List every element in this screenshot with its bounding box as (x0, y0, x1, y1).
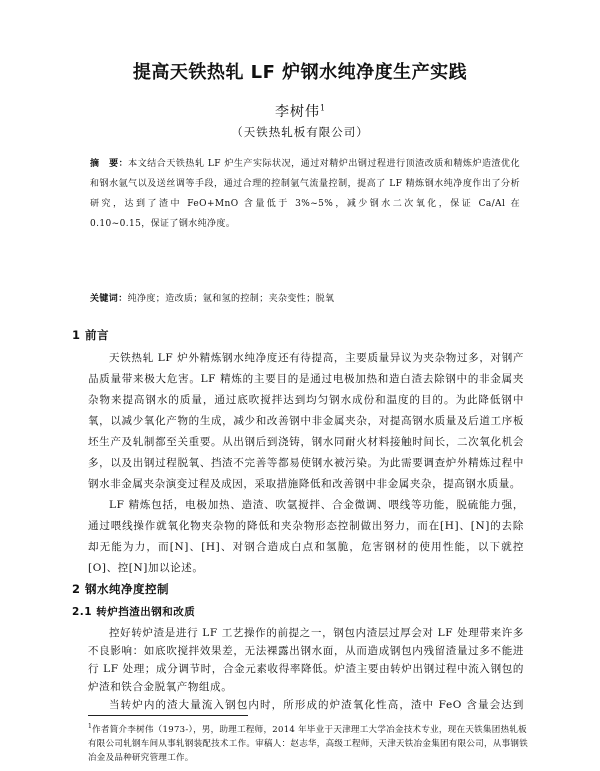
footnote-text: 作者简介李树伟（1973-），男，助理工程师，2014 年毕业于天津理工大学冶金技术专业，现在天铁集团热轧板有限公司轧钢车间从事轧钢装配技术工作。审稿人：赵志华，高级工程师，天津天铁冶金集团有限公司，从事钢铁冶金及品种研究管理工作。 (88, 724, 529, 763)
abstract-text: 本文结合天铁热轧 LF 炉生产实际状况，通过对精炉出钢过程进行顶渣改质和精炼炉造渣优化和钢水氩气以及送丝调等手段，通过合理的控制氩气流量控制，提高了 LF 精炼钢水纯净度作出了分析研究，达到了渣中 FeO+MnO 含量低于 3%~5%，减少钢水二次氧化，保证 Ca/Al 在 0.10~0.15，保证了钢水纯净度。 (90, 159, 520, 229)
subsection-heading-slag: 2.1 转炉挡渣出钢和改质 (72, 606, 196, 618)
intro-paragraph-1: 天铁热轧 LF 炉外精炼钢水纯净度还有待提高，主要质量异议为夹杂物过多，对钢产品质量带来极大危害。LF 精炼的主要目的是通过电极加热和造白渣去除钢中的非金属夹杂物来提高钢水的质量，通过底吹搅拌达到均匀钢水成份和温度的目的。为此降低钢中氧，以减少氧化产物的生成，减少和改善钢中非金属夹杂，对提高钢水质量及后道工序板坯生产及轧制都至关重要。从出钢后到浇铸，钢水同耐火材料接触时间长，二次氧化机会多，以及出钢过程脱氧、挡渣不完善等都易使钢水被污染。为此需要调查炉外精炼过程中钢水非金属夹杂演变过程及成因，采取措施降低和改善钢中非金属夹杂，提高钢水质量。 (88, 352, 524, 490)
intro-paragraph-2: LF 精炼包括，电极加热、造渣、吹氩搅拌、合金微调、喂线等功能，脱硫能力强，通过喂线操作就氧化物夹杂物的降低和夹杂物形态控制做出努力，而在[H]、[N]的去除却无能为力，而[N]、[H]、对钢合造成白点和氢脆，危害钢材的使用性能，以下就控[O]、控[N]加以论述。 (88, 499, 524, 574)
footnote (88, 720, 528, 765)
slag-paragraph-1: 控好转炉渣是进行 LF 工艺操作的前提之一，钢包内渣层过厚会对 LF 处理带来许多不良影响：如底吹搅拌效果差，无法裸露出钢水面，从而造成钢包内残留渣量过多不能进行 LF 处理；成分调节时，合金元素收得率降低。炉渣主要由转炉出钢过程中流入钢包的炉渣和铁合金脱氧产物组成。 (88, 627, 524, 693)
affiliation: （天铁热轧板有限公司） (231, 125, 369, 139)
section-heading-intro: 1 前言 (72, 328, 110, 342)
keywords-label: 关键词： (90, 294, 128, 304)
keywords-text: 纯净度；造改质；氩和氢的控制；夹杂变性；脱氧 (127, 294, 335, 304)
author-line (0, 101, 600, 121)
abstract-label: 摘 要： (90, 159, 129, 169)
author-footnote-marker[interactable]: 1 (319, 103, 326, 113)
abstract (90, 154, 520, 234)
section-heading-purity: 2 钢水纯净度控制 (72, 582, 170, 596)
slag-paragraph-2: 当转炉内的渣大量流入钢包内时，所形成的炉渣氧化性高，渣中 FeO 含量会达到 (109, 699, 524, 711)
paper-title: 提高天铁热轧 LF 炉钢水纯净度生产实践 (132, 62, 468, 83)
keywords (90, 292, 520, 306)
author-name: 李树伟 (274, 104, 320, 120)
footnote-rule (88, 715, 248, 716)
footnote-marker: 1 (88, 723, 93, 730)
